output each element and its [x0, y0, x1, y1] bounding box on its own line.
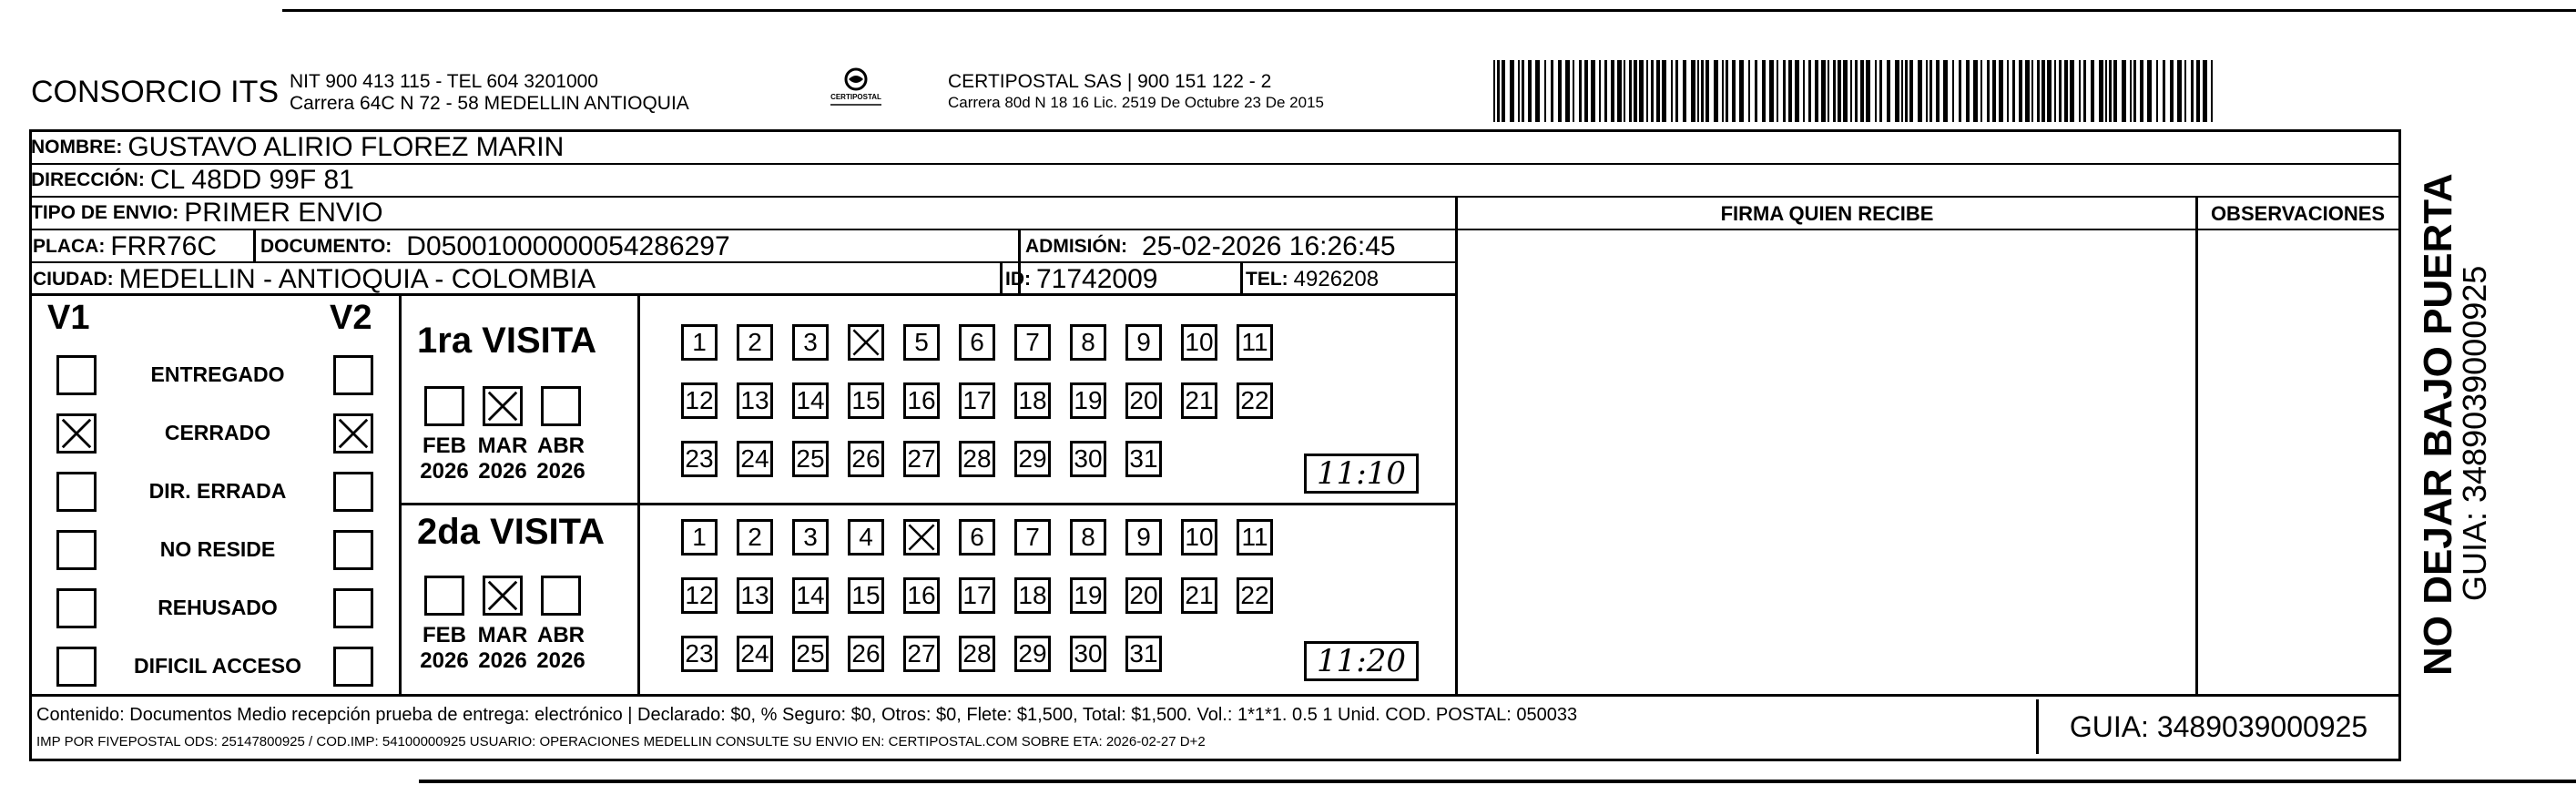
day-box-11[interactable]: 11 — [1237, 324, 1273, 361]
day-box-15[interactable]: 15 — [848, 577, 884, 614]
day-box-3[interactable]: 3 — [792, 324, 829, 361]
carrier-info — [948, 71, 1324, 113]
day-box-14[interactable]: 14 — [792, 382, 829, 419]
day-box-6[interactable]: 6 — [959, 324, 995, 361]
day-box-17[interactable]: 17 — [959, 577, 995, 614]
month-checkbox-abr[interactable] — [541, 386, 581, 426]
carrier-license: Carrera 80d N 18 16 Lic. 2519 De Octubre 23 De 2015 — [948, 94, 1324, 111]
ciudad-cell: CIUDAD: MEDELLIN - ANTIOQUIA - COLOMBIA — [33, 264, 596, 294]
day-box-8[interactable]: 8 — [1070, 519, 1106, 556]
day-box-27[interactable]: 27 — [903, 441, 940, 477]
day-box-29[interactable]: 29 — [1014, 636, 1051, 672]
day-box-27[interactable]: 27 — [903, 636, 940, 672]
day-box-13[interactable]: 13 — [737, 577, 773, 614]
day-box-4[interactable] — [848, 324, 884, 361]
day-box-16[interactable]: 16 — [903, 577, 940, 614]
day-box-26[interactable]: 26 — [848, 441, 884, 477]
day-box-7[interactable]: 7 — [1014, 519, 1051, 556]
side-guia: GUIA: 3489039000925 — [2456, 265, 2493, 601]
x-mark-icon — [850, 327, 881, 358]
v1-checkbox-cerrado[interactable] — [56, 413, 97, 454]
v2-checkbox-cerrado[interactable] — [333, 413, 373, 454]
row-direccion: DIRECCIÓN: CL 48DD 99F 81 — [31, 165, 2398, 198]
second-visit-title: 2da VISITA — [417, 512, 605, 552]
v2-label: V2 — [330, 299, 372, 337]
footer-guia-box: GUIA: 3489039000925 — [2036, 699, 2398, 754]
day-box-22[interactable]: 22 — [1237, 382, 1273, 419]
x-mark-icon — [485, 578, 520, 613]
month-label-mar: MAR 2026 — [477, 433, 528, 484]
carrier-name: CERTIPOSTAL SAS | 900 151 122 - 2 — [948, 71, 1272, 92]
day-box-10[interactable]: 10 — [1181, 519, 1217, 556]
nombre-value: GUSTAVO ALIRIO FLOREZ MARIN — [127, 132, 565, 162]
status-label-no-reside: NO RESIDE — [159, 537, 276, 561]
v1-checkbox-no-reside[interactable] — [56, 530, 97, 570]
day-box-6[interactable]: 6 — [959, 519, 995, 556]
day-box-1[interactable]: 1 — [681, 324, 718, 361]
month-label-abr: ABR 2026 — [536, 623, 585, 673]
day-box-19[interactable]: 19 — [1070, 382, 1106, 419]
day-box-5[interactable]: 5 — [903, 324, 940, 361]
day-box-22[interactable]: 22 — [1237, 577, 1273, 614]
row-tipo: TIPO DE ENVIO: PRIMER ENVIO — [31, 198, 2398, 230]
day-box-31[interactable]: 31 — [1125, 441, 1162, 477]
day-box-17[interactable]: 17 — [959, 382, 995, 419]
v2-checkbox-dificil-acceso[interactable] — [333, 647, 373, 687]
month-label-feb: FEB 2026 — [420, 433, 469, 484]
day-box-23[interactable]: 23 — [681, 636, 718, 672]
first-visit-time: 11:10 — [1304, 454, 1419, 494]
certipostal-logo — [809, 67, 903, 107]
status-label-dificil-acceso: DIFICIL ACCESO — [133, 654, 301, 678]
scan-top-edge — [282, 9, 2576, 12]
month-label-abr: ABR 2026 — [536, 433, 585, 484]
day-box-25[interactable]: 25 — [792, 441, 829, 477]
first-visit-title: 1ra VISITA — [417, 321, 597, 361]
day-box-9[interactable]: 9 — [1125, 324, 1162, 361]
status-label-entregado: ENTREGADO — [150, 362, 285, 386]
v1-checkbox-dificil-acceso[interactable] — [56, 647, 97, 687]
v2-checkbox-rehusado[interactable] — [333, 588, 373, 628]
footer-contenido: Contenido: Documentos Medio recepción prueba de entrega: electrónico | Declarado: $0, % Seguro: $0, Otros: $0, Flete: $1,500, Total: $1,500. Vol.: 1*1*1. 0.5 1 Unid. COD. POSTAL: 050033 — [36, 705, 1578, 725]
day-box-5[interactable] — [903, 519, 940, 556]
day-box-26[interactable]: 26 — [848, 636, 884, 672]
day-box-31[interactable]: 31 — [1125, 636, 1162, 672]
day-box-13[interactable]: 13 — [737, 382, 773, 419]
day-box-2[interactable]: 2 — [737, 519, 773, 556]
tipo-value: PRIMER ENVIO — [184, 198, 383, 228]
company-address: Carrera 64C N 72 - 58 MEDELLIN ANTIOQUIA — [290, 93, 689, 114]
day-box-30[interactable]: 30 — [1070, 636, 1106, 672]
day-box-12[interactable]: 12 — [681, 382, 718, 419]
day-box-23[interactable]: 23 — [681, 441, 718, 477]
ciudad-value: MEDELLIN - ANTIOQUIA - COLOMBIA — [118, 264, 596, 294]
day-box-16[interactable]: 16 — [903, 382, 940, 419]
day-box-21[interactable]: 21 — [1181, 382, 1217, 419]
v1-checkbox-entregado[interactable] — [56, 355, 97, 395]
month-label-feb: FEB 2026 — [420, 623, 469, 673]
documento-cell: DOCUMENTO: D05001000000054286297 — [260, 231, 730, 261]
day-box-8[interactable]: 8 — [1070, 324, 1106, 361]
day-box-20[interactable]: 20 — [1125, 382, 1162, 419]
day-box-10[interactable]: 10 — [1181, 324, 1217, 361]
footer-imp: IMP POR FIVEPOSTAL ODS: 25147800925 / COD.IMP: 54100000925 USUARIO: OPERACIONES MEDELLIN CONSULTE SU ENVIO EN: CERTIPOSTAL.COM SOBRE ETA: 2026-02-27 D+2 — [36, 734, 1206, 749]
month-checkbox-feb[interactable] — [424, 386, 464, 426]
day-box-15[interactable]: 15 — [848, 382, 884, 419]
day-box-19[interactable]: 19 — [1070, 577, 1106, 614]
company-nit: NIT 900 413 115 - TEL 604 3201000 — [290, 71, 598, 92]
tel-cell: TEL: 4926208 — [1246, 267, 1380, 291]
status-label-rehusado: REHUSADO — [158, 596, 278, 619]
day-box-3[interactable]: 3 — [792, 519, 829, 556]
x-mark-icon — [336, 416, 371, 451]
company-name: CONSORCIO ITS — [31, 75, 280, 109]
barcode — [1493, 60, 2222, 122]
month-label-mar: MAR 2026 — [477, 623, 528, 673]
day-box-9[interactable]: 9 — [1125, 519, 1162, 556]
admision-value: 25-02-2026 16:26:45 — [1142, 231, 1396, 261]
status-label-cerrado: CERRADO — [164, 421, 271, 444]
v1-checkbox-dir-errada[interactable] — [56, 472, 97, 512]
v1-checkbox-rehusado[interactable] — [56, 588, 97, 628]
v2-checkbox-no-reside[interactable] — [333, 530, 373, 570]
day-box-28[interactable]: 28 — [959, 636, 995, 672]
status-label-dir-errada: DIR. ERRADA — [148, 479, 287, 503]
x-mark-icon — [59, 416, 94, 451]
month-checkbox-feb[interactable] — [424, 576, 464, 616]
day-box-24[interactable]: 24 — [737, 636, 773, 672]
company-info — [290, 71, 689, 115]
day-box-18[interactable]: 18 — [1014, 577, 1051, 614]
month-checkbox-mar[interactable] — [483, 386, 523, 426]
id-cell: ID: 71742009 — [1005, 264, 1158, 294]
day-box-30[interactable]: 30 — [1070, 441, 1106, 477]
day-box-20[interactable]: 20 — [1125, 577, 1162, 614]
scan-bottom-edge — [419, 780, 2576, 783]
admision-cell: ADMISIÓN: 25-02-2026 16:26:45 — [1025, 231, 1396, 261]
documento-value: D05001000000054286297 — [406, 231, 730, 261]
day-box-11[interactable]: 11 — [1237, 519, 1273, 556]
firma-header: FIRMA QUIEN RECIBE — [1720, 202, 1934, 225]
day-box-24[interactable]: 24 — [737, 441, 773, 477]
placa-value: FRR76C — [110, 231, 218, 261]
v1-label: V1 — [47, 299, 90, 337]
month-checkbox-abr[interactable] — [541, 576, 581, 616]
no-dejar-bajo-puerta: NO DEJAR BAJO PUERTA — [2416, 173, 2460, 676]
day-box-12[interactable]: 12 — [681, 577, 718, 614]
day-box-21[interactable]: 21 — [1181, 577, 1217, 614]
x-mark-icon — [906, 522, 937, 553]
id-value: 71742009 — [1036, 264, 1158, 294]
direccion-value: CL 48DD 99F 81 — [149, 165, 354, 195]
day-box-25[interactable]: 25 — [792, 636, 829, 672]
v2-checkbox-entregado[interactable] — [333, 355, 373, 395]
day-box-2[interactable]: 2 — [737, 324, 773, 361]
day-box-18[interactable]: 18 — [1014, 382, 1051, 419]
placa-cell: PLACA: FRR76C — [33, 231, 218, 261]
observaciones-header: OBSERVACIONES — [2210, 202, 2386, 225]
day-box-4[interactable]: 4 — [848, 519, 884, 556]
day-box-28[interactable]: 28 — [959, 441, 995, 477]
x-mark-icon — [485, 389, 520, 423]
month-checkbox-mar[interactable] — [483, 576, 523, 616]
day-box-1[interactable]: 1 — [681, 519, 718, 556]
svg-text:CERTIPOSTAL: CERTIPOSTAL — [830, 93, 881, 101]
day-box-14[interactable]: 14 — [792, 577, 829, 614]
day-box-7[interactable]: 7 — [1014, 324, 1051, 361]
row-nombre: NOMBRE: GUSTAVO ALIRIO FLOREZ MARIN — [31, 132, 2398, 165]
day-box-29[interactable]: 29 — [1014, 441, 1051, 477]
tel-value: 4926208 — [1293, 267, 1380, 291]
second-visit-time: 11:20 — [1304, 641, 1419, 681]
v2-checkbox-dir-errada[interactable] — [333, 472, 373, 512]
